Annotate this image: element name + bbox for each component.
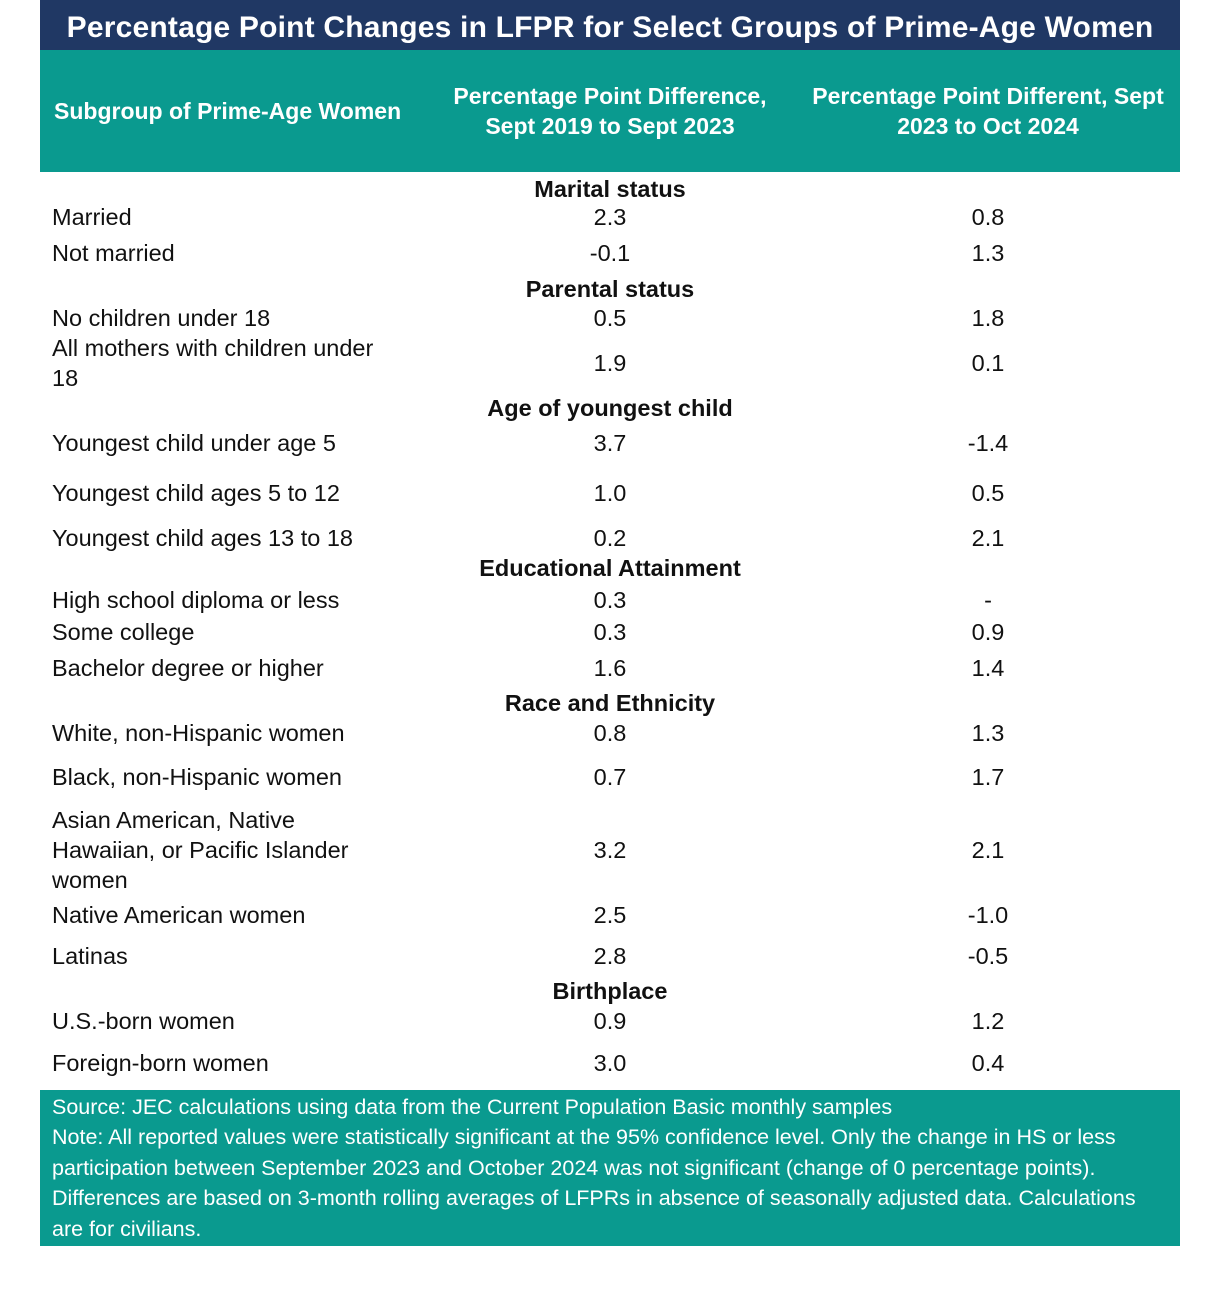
section-heading: Age of youngest child xyxy=(487,395,733,421)
row-label: Native American women xyxy=(52,902,306,928)
row-label: U.S.-born women xyxy=(52,1008,235,1034)
column-header-row xyxy=(40,50,1180,172)
section-heading: Birthplace xyxy=(552,978,668,1004)
column-header-2023-2024: Percentage Point Different, Sept 2023 to Oct 2024 xyxy=(812,83,1164,139)
value-2023-2024: 2.1 xyxy=(971,837,1005,863)
section-heading: Parental status xyxy=(525,276,695,302)
row-label: White, non-Hispanic women xyxy=(52,720,345,746)
value-2019-2023: 0.7 xyxy=(593,764,627,790)
value-2019-2023: 3.2 xyxy=(593,837,627,863)
section-heading: Marital status xyxy=(534,176,686,202)
row-label: Black, non-Hispanic women xyxy=(52,764,342,790)
value-2023-2024: 2.1 xyxy=(971,525,1005,551)
value-2023-2024: - xyxy=(984,587,992,613)
row-label: Latinas xyxy=(52,943,128,969)
value-2019-2023: 1.0 xyxy=(593,480,627,506)
value-2023-2024: -0.5 xyxy=(967,943,1009,969)
value-2019-2023: 1.6 xyxy=(593,655,627,681)
row-label: Foreign-born women xyxy=(52,1050,269,1076)
row-label: High school diploma or less xyxy=(52,587,340,613)
methodology-note: Note: All reported values were statistically significant at the 95% confidence level. Only the change in HS or less participation between September 2023 and October 2024 was not significant (change of 0 percentage points). Differences are based on 3-month rolling averages of LFPRs in absence of seasonally adjusted data. Calculations are for civilians. xyxy=(52,1125,1136,1241)
value-2019-2023: 0.2 xyxy=(593,525,627,551)
row-label: All mothers with children under 18 xyxy=(52,335,374,391)
row-label: No children under 18 xyxy=(52,305,271,331)
row-label: Youngest child under age 5 xyxy=(52,430,336,456)
value-2019-2023: 2.3 xyxy=(593,204,627,230)
row-label: Married xyxy=(52,204,132,230)
value-2023-2024: 1.3 xyxy=(971,720,1005,746)
value-2019-2023: 3.7 xyxy=(593,430,627,456)
value-2019-2023: -0.1 xyxy=(589,240,631,266)
row-label: Youngest child ages 13 to 18 xyxy=(52,525,353,551)
value-2023-2024: 1.8 xyxy=(971,305,1005,331)
table-title: Percentage Point Changes in LFPR for Select Groups of Prime-Age Women xyxy=(40,0,1180,50)
value-2023-2024: 1.4 xyxy=(971,655,1005,681)
value-2023-2024: 1.3 xyxy=(971,240,1005,266)
value-2019-2023: 0.3 xyxy=(593,619,627,645)
value-2023-2024: 0.5 xyxy=(971,480,1005,506)
table-footer xyxy=(40,1090,1180,1246)
value-2023-2024: 0.8 xyxy=(971,204,1005,230)
column-header-2019-2023: Percentage Point Difference, Sept 2019 to Sept 2023 xyxy=(453,83,767,139)
row-label: Bachelor degree or higher xyxy=(52,655,324,681)
row-label: Youngest child ages 5 to 12 xyxy=(52,480,340,506)
section-heading: Educational Attainment xyxy=(479,555,741,581)
row-label: Some college xyxy=(52,619,195,645)
source-note: Source: JEC calculations using data from the Current Population Basic monthly samples xyxy=(52,1095,893,1119)
section-heading: Race and Ethnicity xyxy=(504,690,716,716)
value-2019-2023: 0.9 xyxy=(593,1008,627,1034)
value-2019-2023: 0.5 xyxy=(593,305,627,331)
value-2023-2024: -1.0 xyxy=(967,902,1009,928)
value-2019-2023: 2.8 xyxy=(593,943,627,969)
table-body xyxy=(40,172,1180,1090)
value-2019-2023: 0.3 xyxy=(593,587,627,613)
value-2019-2023: 1.9 xyxy=(593,350,627,376)
value-2023-2024: 0.4 xyxy=(971,1050,1005,1076)
table-row xyxy=(40,805,1180,895)
row-label: Not married xyxy=(52,240,175,266)
row-label: Asian American, Native Hawaiian, or Pacific Islander women xyxy=(52,807,349,893)
value-2023-2024: 0.1 xyxy=(971,350,1005,376)
column-header-subgroup: Subgroup of Prime-Age Women xyxy=(54,98,402,124)
value-2023-2024: 0.9 xyxy=(971,619,1005,645)
table-row xyxy=(40,333,1180,393)
value-2023-2024: 1.7 xyxy=(971,764,1005,790)
value-2019-2023: 3.0 xyxy=(593,1050,627,1076)
value-2019-2023: 0.8 xyxy=(593,720,627,746)
value-2023-2024: -1.4 xyxy=(967,430,1009,456)
value-2023-2024: 1.2 xyxy=(971,1008,1005,1034)
value-2019-2023: 2.5 xyxy=(593,902,627,928)
